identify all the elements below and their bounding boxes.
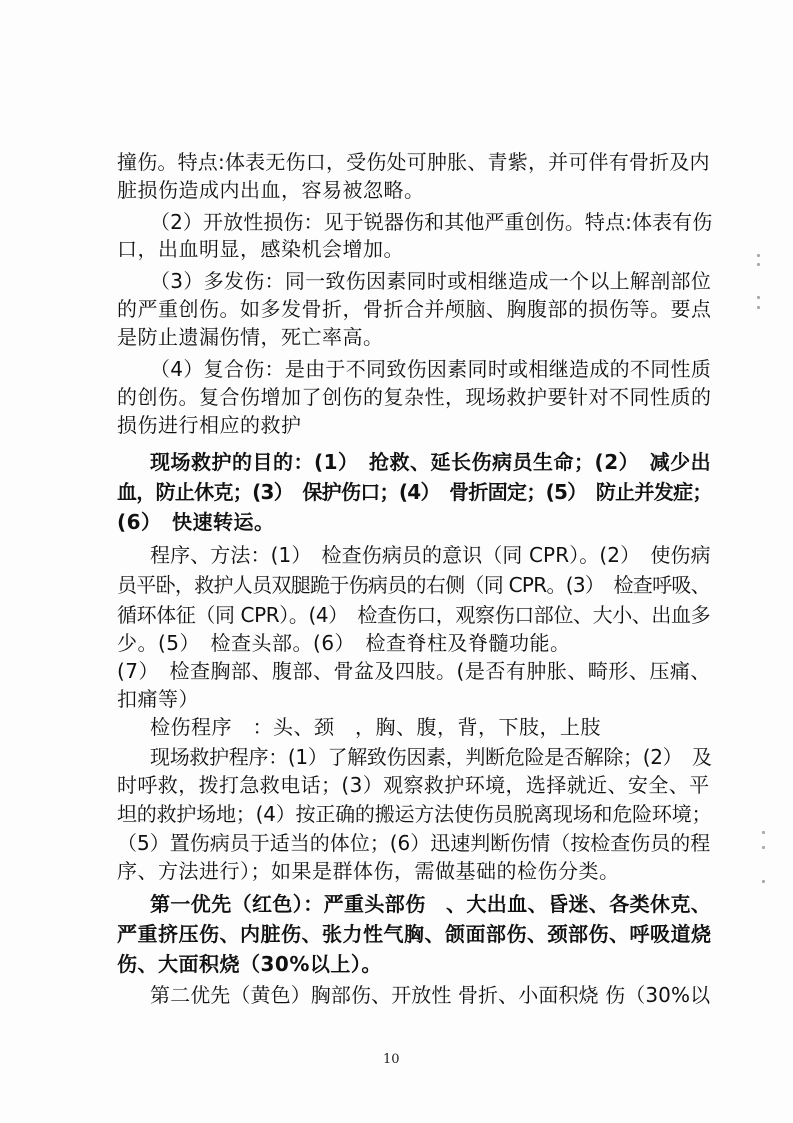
- section-heading-line: (6） 快速转运。: [117, 510, 275, 534]
- text-line: 坦的救护场地；(4）按正确的搬运方法使伤员脱离现场和危险环境；: [117, 802, 712, 826]
- text-line: 第二优先（黄色）胸部伤、开放性 骨折、小面积烧 伤（30%以: [150, 983, 711, 1007]
- text-line: 口，出血明显，感染机会增加。: [117, 237, 404, 261]
- section-heading-line: 现场救护的目的：(1） 抢救、延长伤病员生命；(2） 减少出: [150, 450, 712, 474]
- scan-speck: [757, 296, 760, 299]
- priority-line: 第一优先（红色）：严重头部伤 、大出血、昏迷、各类休克、: [150, 892, 712, 916]
- scan-speck: [762, 880, 765, 883]
- section-heading-line: 血，防止休克；(3） 保护伤口；(4） 骨折固定；(5） 防止并发症；: [117, 480, 712, 504]
- scan-speck: [757, 254, 760, 257]
- text-line: （5）置伤病员于适当的体位；(6）迅速判断伤情（按检查伤员的程: [117, 831, 711, 855]
- text-line: 现场救护程序：(1）了解致伤因素，判断危险是否解除；(2） 及: [150, 745, 712, 769]
- priority-line: 伤、大面积烧（30%以上）。: [117, 952, 382, 976]
- text-line: 是防止遗漏伤情，死亡率高。: [117, 325, 384, 349]
- text-line: （2）开放性损伤：见于锐器伤和其他严重创伤。特点:体表有伤: [150, 210, 713, 234]
- text-line: 脏损伤造成内出血，容易被忽略。: [117, 178, 425, 202]
- text-line: 程序、方法：(1） 检查伤病员的意识（同 CPR）。(2） 使伤病: [150, 543, 711, 567]
- text-line: 少。(5） 检查头部。(6） 检查脊柱及脊髓功能。: [117, 631, 571, 655]
- scan-speck: [757, 306, 760, 309]
- text-line: (7） 检查胸部、腹部、骨盆及四肢。(是否有肿胀、畸形、压痛、: [117, 659, 711, 683]
- text-line: 扣痛等）: [117, 687, 199, 711]
- text-line: 时呼救，拨打急救电话；(3）观察救护环境，选择就近、安全、平: [117, 773, 710, 797]
- text-line: 撞伤。特点:体表无伤口，受伤处可肿胀、青紫，并可伴有骨折及内: [117, 150, 710, 174]
- text-line: 的严重创伤。如多发骨折，骨折合并颅脑、胸腹部的损伤等。要点: [117, 297, 712, 321]
- text-line: 损伤进行相应的救护: [117, 413, 302, 437]
- text-line: 序、方法进行）；如果是群体伤，需做基础的检伤分类。: [117, 859, 620, 883]
- scan-speck: [762, 846, 765, 849]
- scan-speck: [757, 263, 760, 266]
- text-line: 员平卧，救护人员双腿跪于伤病员的右侧（同 CPR。(3） 检查呼吸、: [117, 573, 711, 597]
- priority-line: 严重挤压伤、内脏伤、张力性气胸、颌面部伤、颈部伤、呼吸道烧: [117, 922, 712, 946]
- text-line: 的创伤。复合伤增加了创伤的复杂性，现场救护要针对不同性质的: [117, 385, 712, 409]
- text-line: 循环体征（同 CPR）。(4） 检查伤口，观察伤口部位、大小、出血多: [117, 603, 711, 627]
- scan-speck: [762, 831, 765, 834]
- text-line: （3）多发伤：同一致伤因素同时或相继造成一个以上解剖部位: [150, 269, 712, 293]
- text-line: 检伤程序 ：头、颈 ，胸、腹，背，下肢，上肢: [150, 715, 601, 739]
- text-line: （4）复合伤：是由于不同致伤因素同时或相继造成的不同性质: [150, 357, 712, 381]
- page-number: 10: [383, 1052, 400, 1067]
